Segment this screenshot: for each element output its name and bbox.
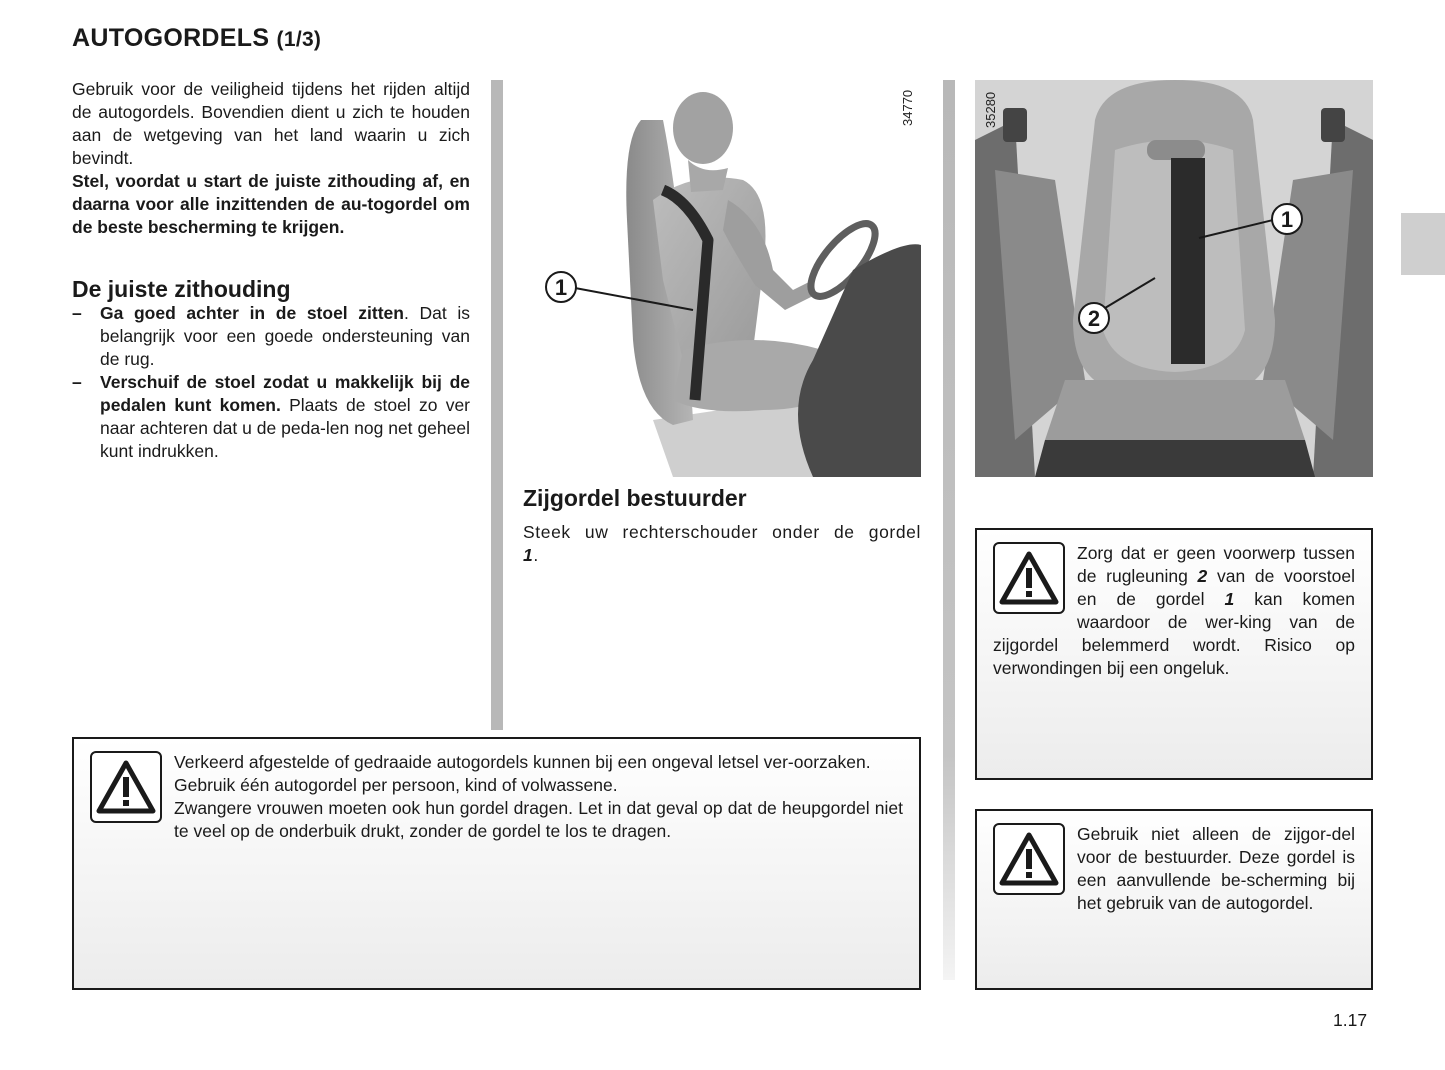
figure1-code: 34770 (900, 89, 915, 126)
warning-object-t2: van de voorstoel en de gordel (1077, 566, 1355, 609)
column-divider-right (943, 80, 955, 980)
warning-side-text: Gebruik niet alleen de zijgor-del voor de bestuurder. Deze gordel is een aanvullende be-scherming bij het gebruik van de autogordel. (1077, 824, 1355, 913)
figure1-callout: 1 (554, 275, 568, 300)
figure-seat-rear (975, 80, 1373, 477)
warning-main-line3: Zwangere vrouwen moeten ook hun gordel dragen. Let in dat geval op dat de heupgordel niet te veel op de onderbuik drukt, zonder de gordel te los te dragen. (174, 798, 903, 841)
side-belt-paragraph (523, 521, 921, 567)
page-number: 1.17 (1333, 1010, 1368, 1030)
list-item-text: . Dat is belangrijk voor een goede ondersteuning van de rug. (100, 303, 470, 369)
warning-box-side-belt (975, 809, 1373, 990)
side-belt-text: Steek uw rechterschouder onder de gordel (523, 522, 921, 542)
warning-box-main (72, 737, 921, 990)
intro-column (72, 78, 470, 463)
warning-triangle-icon (993, 823, 1065, 895)
warning-triangle-icon (90, 751, 162, 823)
figure2-callout-1: 1 (1280, 207, 1294, 232)
section-title-posture: De juiste zithouding (72, 276, 291, 302)
title-text: AUTOGORDELS (72, 24, 270, 52)
driver-illustration (523, 80, 921, 477)
warning-object-t3: kan komen waardoor de wer-king van de zijgordel belemmerd wordt. Risico op verwondingen bij een ongeluk. (993, 589, 1355, 678)
side-belt-section (523, 485, 921, 567)
figure2-code: 35280 (983, 91, 998, 128)
posture-list (72, 302, 470, 463)
warning-object-t1: Zorg dat er geen voorwerp tussen de rugleuning (1077, 543, 1355, 586)
intro-bold-paragraph: Stel, voordat u start de juiste zithouding af, en daarna voor alle inzittenden de au-togordel om de beste bescherming te krijgen. (72, 171, 470, 237)
title-part: (1/3) (276, 28, 322, 51)
list-item-bold: Verschuif de stoel zodat u makkelijk bij de pedalen kunt komen. (100, 372, 470, 415)
list-item-text: Plaats de stoel zo ver naar achteren dat u de peda-len nog net geheel kunt indrukken. (100, 395, 471, 461)
side-belt-ref: 1 (523, 545, 534, 565)
list-item (72, 371, 470, 463)
chapter-tab (1401, 213, 1445, 275)
intro-paragraph: Gebruik voor de veiligheid tijdens het rijden altijd de autogordels. Bovendien dient u zich te houden aan de wetgeving van het land waarin u zich bevindt. (72, 79, 470, 168)
list-item (72, 302, 470, 371)
warning-object-ref2: 1 (1224, 589, 1235, 609)
list-item-bold: Ga goed achter in de stoel zitten (100, 303, 404, 323)
side-belt-text-end: . (533, 545, 539, 565)
warning-triangle-icon (993, 542, 1065, 614)
column-divider-left (491, 80, 503, 730)
page-title (72, 24, 321, 53)
figure2-callout-2: 2 (1087, 306, 1101, 331)
warning-main-line1: Verkeerd afgestelde of gedraaide autogordels kunnen bij een ongeval letsel ver-oorzaken. (174, 752, 871, 772)
warning-main-line2: Gebruik één autogordel per persoon, kind of volwassene. (174, 775, 618, 795)
seat-rear-illustration (975, 80, 1373, 477)
section-title-side-belt: Zijgordel bestuurder (523, 485, 747, 511)
warning-box-object (975, 528, 1373, 780)
figure-driver-seatbelt (523, 80, 921, 477)
warning-object-ref1: 2 (1197, 566, 1208, 586)
